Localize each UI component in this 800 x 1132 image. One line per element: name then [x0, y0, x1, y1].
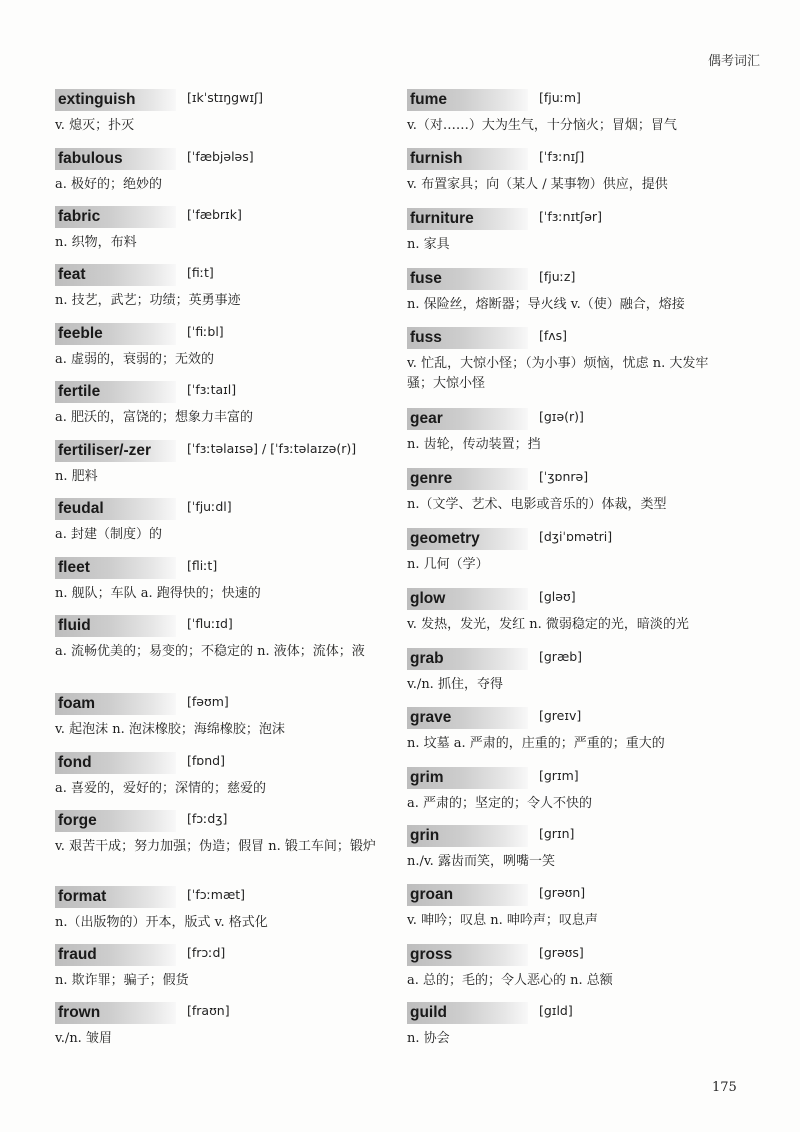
definition: n. 织物，布料 — [55, 235, 137, 250]
definition: n. 几何（学） — [407, 557, 489, 572]
vocab-entry — [55, 557, 381, 615]
phonetic: [græb] — [539, 649, 583, 664]
definition: n. 舰队；车队 a. 跑得快的；快速的 — [55, 586, 261, 601]
vocab-entry — [55, 381, 381, 440]
page-number: 175 — [712, 1080, 737, 1095]
phonetic: [ˈʒɒnrə] — [539, 469, 589, 484]
phonetic: [greɪv] — [539, 708, 582, 723]
vocab-entry — [407, 208, 733, 268]
definition: v. 熄灭；扑灭 — [55, 118, 135, 133]
vocab-entry — [55, 886, 381, 944]
vocab-entry — [55, 264, 381, 323]
definition: a. 极好的；绝妙的 — [55, 177, 163, 192]
vocab-entry — [407, 408, 733, 468]
entry-headline — [407, 1002, 733, 1028]
phonetic: [frɔːd] — [187, 945, 226, 960]
headword: fond — [55, 752, 176, 774]
page-header: 偶考词汇 — [707, 54, 760, 69]
entry-headline — [55, 323, 381, 349]
entry-headline — [407, 825, 733, 851]
definition: a. 虚弱的，衰弱的；无效的 — [55, 352, 215, 367]
headword: format — [55, 886, 176, 908]
phonetic: [fjuːz] — [539, 269, 576, 284]
headword: fluid — [55, 615, 176, 637]
vocab-entry — [407, 767, 733, 825]
vocab-entry — [55, 752, 381, 810]
entry-headline — [407, 707, 733, 733]
right-column — [407, 89, 733, 1060]
definition: n. 家具 — [407, 237, 450, 252]
phonetic: [ɪkˈstɪŋgwɪʃ] — [187, 90, 264, 105]
definition: v. 呻吟；叹息 n. 呻吟声；叹息声 — [407, 913, 598, 928]
entry-headline — [55, 693, 381, 719]
definition: v./n. 皱眉 — [55, 1031, 112, 1046]
phonetic: [grəʊn] — [539, 885, 586, 900]
entry-headline — [55, 886, 381, 912]
phonetic: [gləʊ] — [539, 589, 576, 604]
entry-headline — [55, 810, 381, 836]
phonetic: [grɪm] — [539, 768, 579, 783]
vocab-entry — [407, 588, 733, 648]
headword: grab — [407, 648, 528, 670]
headword: fume — [407, 89, 528, 111]
phonetic: [ˈfɜːnɪtʃər] — [539, 209, 602, 224]
phonetic: [grɪn] — [539, 826, 575, 841]
vocab-entry — [407, 327, 733, 408]
entry-headline — [407, 408, 733, 434]
left-column — [55, 89, 381, 1060]
entry-headline — [407, 468, 733, 494]
definition: a. 封建（制度）的 — [55, 527, 163, 542]
headword: feat — [55, 264, 176, 286]
vocab-entry — [55, 615, 381, 693]
phonetic: [dʒiˈɒmətri] — [539, 529, 613, 544]
headword: furnish — [407, 148, 528, 170]
headword: glow — [407, 588, 528, 610]
definition: v.（对……）大为生气，十分恼火；冒烟；冒气 — [407, 118, 677, 133]
headword: forge — [55, 810, 176, 832]
vocab-entry — [55, 323, 381, 381]
headword: fabric — [55, 206, 176, 228]
definition: n./v. 露齿而笑，咧嘴一笑 — [407, 854, 555, 869]
definition: v. 布置家具；向（某人 / 某事物）供应，提供 — [407, 177, 668, 192]
headword: grin — [407, 825, 528, 847]
phonetic: [fiːt] — [187, 265, 214, 280]
headword: fuse — [407, 268, 528, 290]
headword: fertiliser/-zer — [55, 440, 176, 462]
phonetic: [fʌs] — [539, 328, 568, 343]
definition: a. 流畅优美的；易变的；不稳定的 n. 液体；流体；液 — [55, 644, 365, 659]
definition: n. 保险丝，熔断器；导火线 v.（使）融合，熔接 — [407, 297, 685, 312]
definition: n. 齿轮，传动装置；挡 — [407, 437, 541, 452]
entry-headline — [407, 148, 733, 174]
entry-headline — [55, 615, 381, 641]
vocab-entry — [55, 440, 381, 498]
definition: a. 总的；毛的；令人恶心的 n. 总额 — [407, 973, 613, 988]
phonetic: [ˈfæbrɪk] — [187, 207, 242, 222]
phonetic: [ˈfɜːtaɪl] — [187, 382, 237, 397]
vocab-entry — [407, 884, 733, 944]
definition: a. 严肃的；坚定的；令人不快的 — [407, 796, 593, 811]
definition: v. 起泡沫 n. 泡沫橡胶；海绵橡胶；泡沫 — [55, 722, 285, 737]
headword: fleet — [55, 557, 176, 579]
definition: v./n. 抓住，夺得 — [407, 677, 503, 692]
entry-headline — [407, 884, 733, 910]
vocab-entry — [407, 707, 733, 767]
entry-headline — [407, 944, 733, 970]
definition: n. 肥料 — [55, 469, 98, 484]
entry-headline — [55, 944, 381, 970]
entry-headline — [407, 648, 733, 674]
definition: v. 艰苦干成；努力加强；伪造；假冒 n. 锻工车间；锻炉 — [55, 839, 376, 854]
phonetic: [ˈfæbjələs] — [187, 149, 254, 164]
headword: geometry — [407, 528, 528, 550]
vocab-entry — [407, 89, 733, 148]
entry-headline — [55, 381, 381, 407]
vocab-entry — [55, 498, 381, 557]
headword: feeble — [55, 323, 176, 345]
vocab-entry — [55, 810, 381, 886]
definition: n. 坟墓 a. 严肃的，庄重的；严重的；重大的 — [407, 736, 665, 751]
entry-headline — [55, 498, 381, 524]
headword: guild — [407, 1002, 528, 1024]
entry-headline — [55, 752, 381, 778]
vocab-entry — [407, 268, 733, 327]
phonetic: [gɪld] — [539, 1003, 573, 1018]
vocab-entry — [407, 528, 733, 588]
entry-headline — [55, 206, 381, 232]
definition: n.（出版物的）开本，版式 v. 格式化 — [55, 915, 268, 930]
definition: a. 肥沃的，富饶的；想象力丰富的 — [55, 410, 254, 425]
definition: a. 喜爱的，爱好的；深情的；慈爱的 — [55, 781, 267, 796]
vocab-entry — [407, 468, 733, 528]
headword: frown — [55, 1002, 176, 1024]
definition: v. 发热，发光，发红 n. 微弱稳定的光，暗淡的光 — [407, 617, 689, 632]
definition: n. 协会 — [407, 1031, 450, 1046]
phonetic: [fɔːdʒ] — [187, 811, 228, 826]
entry-headline — [407, 588, 733, 614]
phonetic: [ˈfɔːmæt] — [187, 887, 246, 902]
phonetic: [grəʊs] — [539, 945, 584, 960]
phonetic: [ˈfluːɪd] — [187, 616, 233, 631]
phonetic: [ˈfɜːtəlaɪsə] / [ˈfɜːtəlaɪzə(r)] — [187, 441, 357, 456]
phonetic: [fliːt] — [187, 558, 218, 573]
headword: fabulous — [55, 148, 176, 170]
headword: grim — [407, 767, 528, 789]
entry-headline — [55, 148, 381, 174]
definition: n.（文学、艺术、电影或音乐的）体裁，类型 — [407, 497, 667, 512]
vocab-entry — [55, 89, 381, 148]
phonetic: [fɒnd] — [187, 753, 225, 768]
entry-headline — [55, 264, 381, 290]
phonetic: [ˈfiːbl] — [187, 324, 224, 339]
entry-headline — [407, 268, 733, 294]
headword: furniture — [407, 208, 528, 230]
vocab-entry — [407, 825, 733, 884]
phonetic: [gɪə(r)] — [539, 409, 584, 424]
vocab-entry — [407, 648, 733, 707]
entry-headline — [55, 557, 381, 583]
entry-headline — [407, 528, 733, 554]
entry-headline — [407, 89, 733, 115]
entry-headline — [55, 89, 381, 115]
headword: foam — [55, 693, 176, 715]
entry-headline — [407, 208, 733, 234]
headword: fuss — [407, 327, 528, 349]
entry-headline — [407, 327, 733, 353]
definition: n. 欺诈罪；骗子；假货 — [55, 973, 189, 988]
entry-headline — [55, 1002, 381, 1028]
headword: extinguish — [55, 89, 176, 111]
phonetic: [fjuːm] — [539, 90, 581, 105]
phonetic: [ˈfjuːdl] — [187, 499, 232, 514]
definition: v. 忙乱，大惊小怪；（为小事）烦恼，忧虑 n. 大发牢骚；大惊小怪 — [407, 356, 709, 391]
phonetic: [ˈfɜːnɪʃ] — [539, 149, 585, 164]
headword: grave — [407, 707, 528, 729]
headword: fraud — [55, 944, 176, 966]
entry-headline — [55, 440, 381, 466]
headword: genre — [407, 468, 528, 490]
headword: fertile — [55, 381, 176, 403]
headword: gear — [407, 408, 528, 430]
headword: feudal — [55, 498, 176, 520]
vocab-entry — [407, 148, 733, 208]
definition: n. 技艺，武艺；功绩；英勇事迹 — [55, 293, 241, 308]
vocab-entry — [55, 206, 381, 264]
phonetic: [fəʊm] — [187, 694, 229, 709]
vocab-entry — [55, 148, 381, 206]
vocab-entry — [407, 1002, 733, 1060]
headword: gross — [407, 944, 528, 966]
headword: groan — [407, 884, 528, 906]
entry-headline — [407, 767, 733, 793]
vocab-entry — [55, 1002, 381, 1060]
vocab-entry — [407, 944, 733, 1002]
vocab-entry — [55, 944, 381, 1002]
phonetic: [fraʊn] — [187, 1003, 230, 1018]
vocab-entry — [55, 693, 381, 752]
